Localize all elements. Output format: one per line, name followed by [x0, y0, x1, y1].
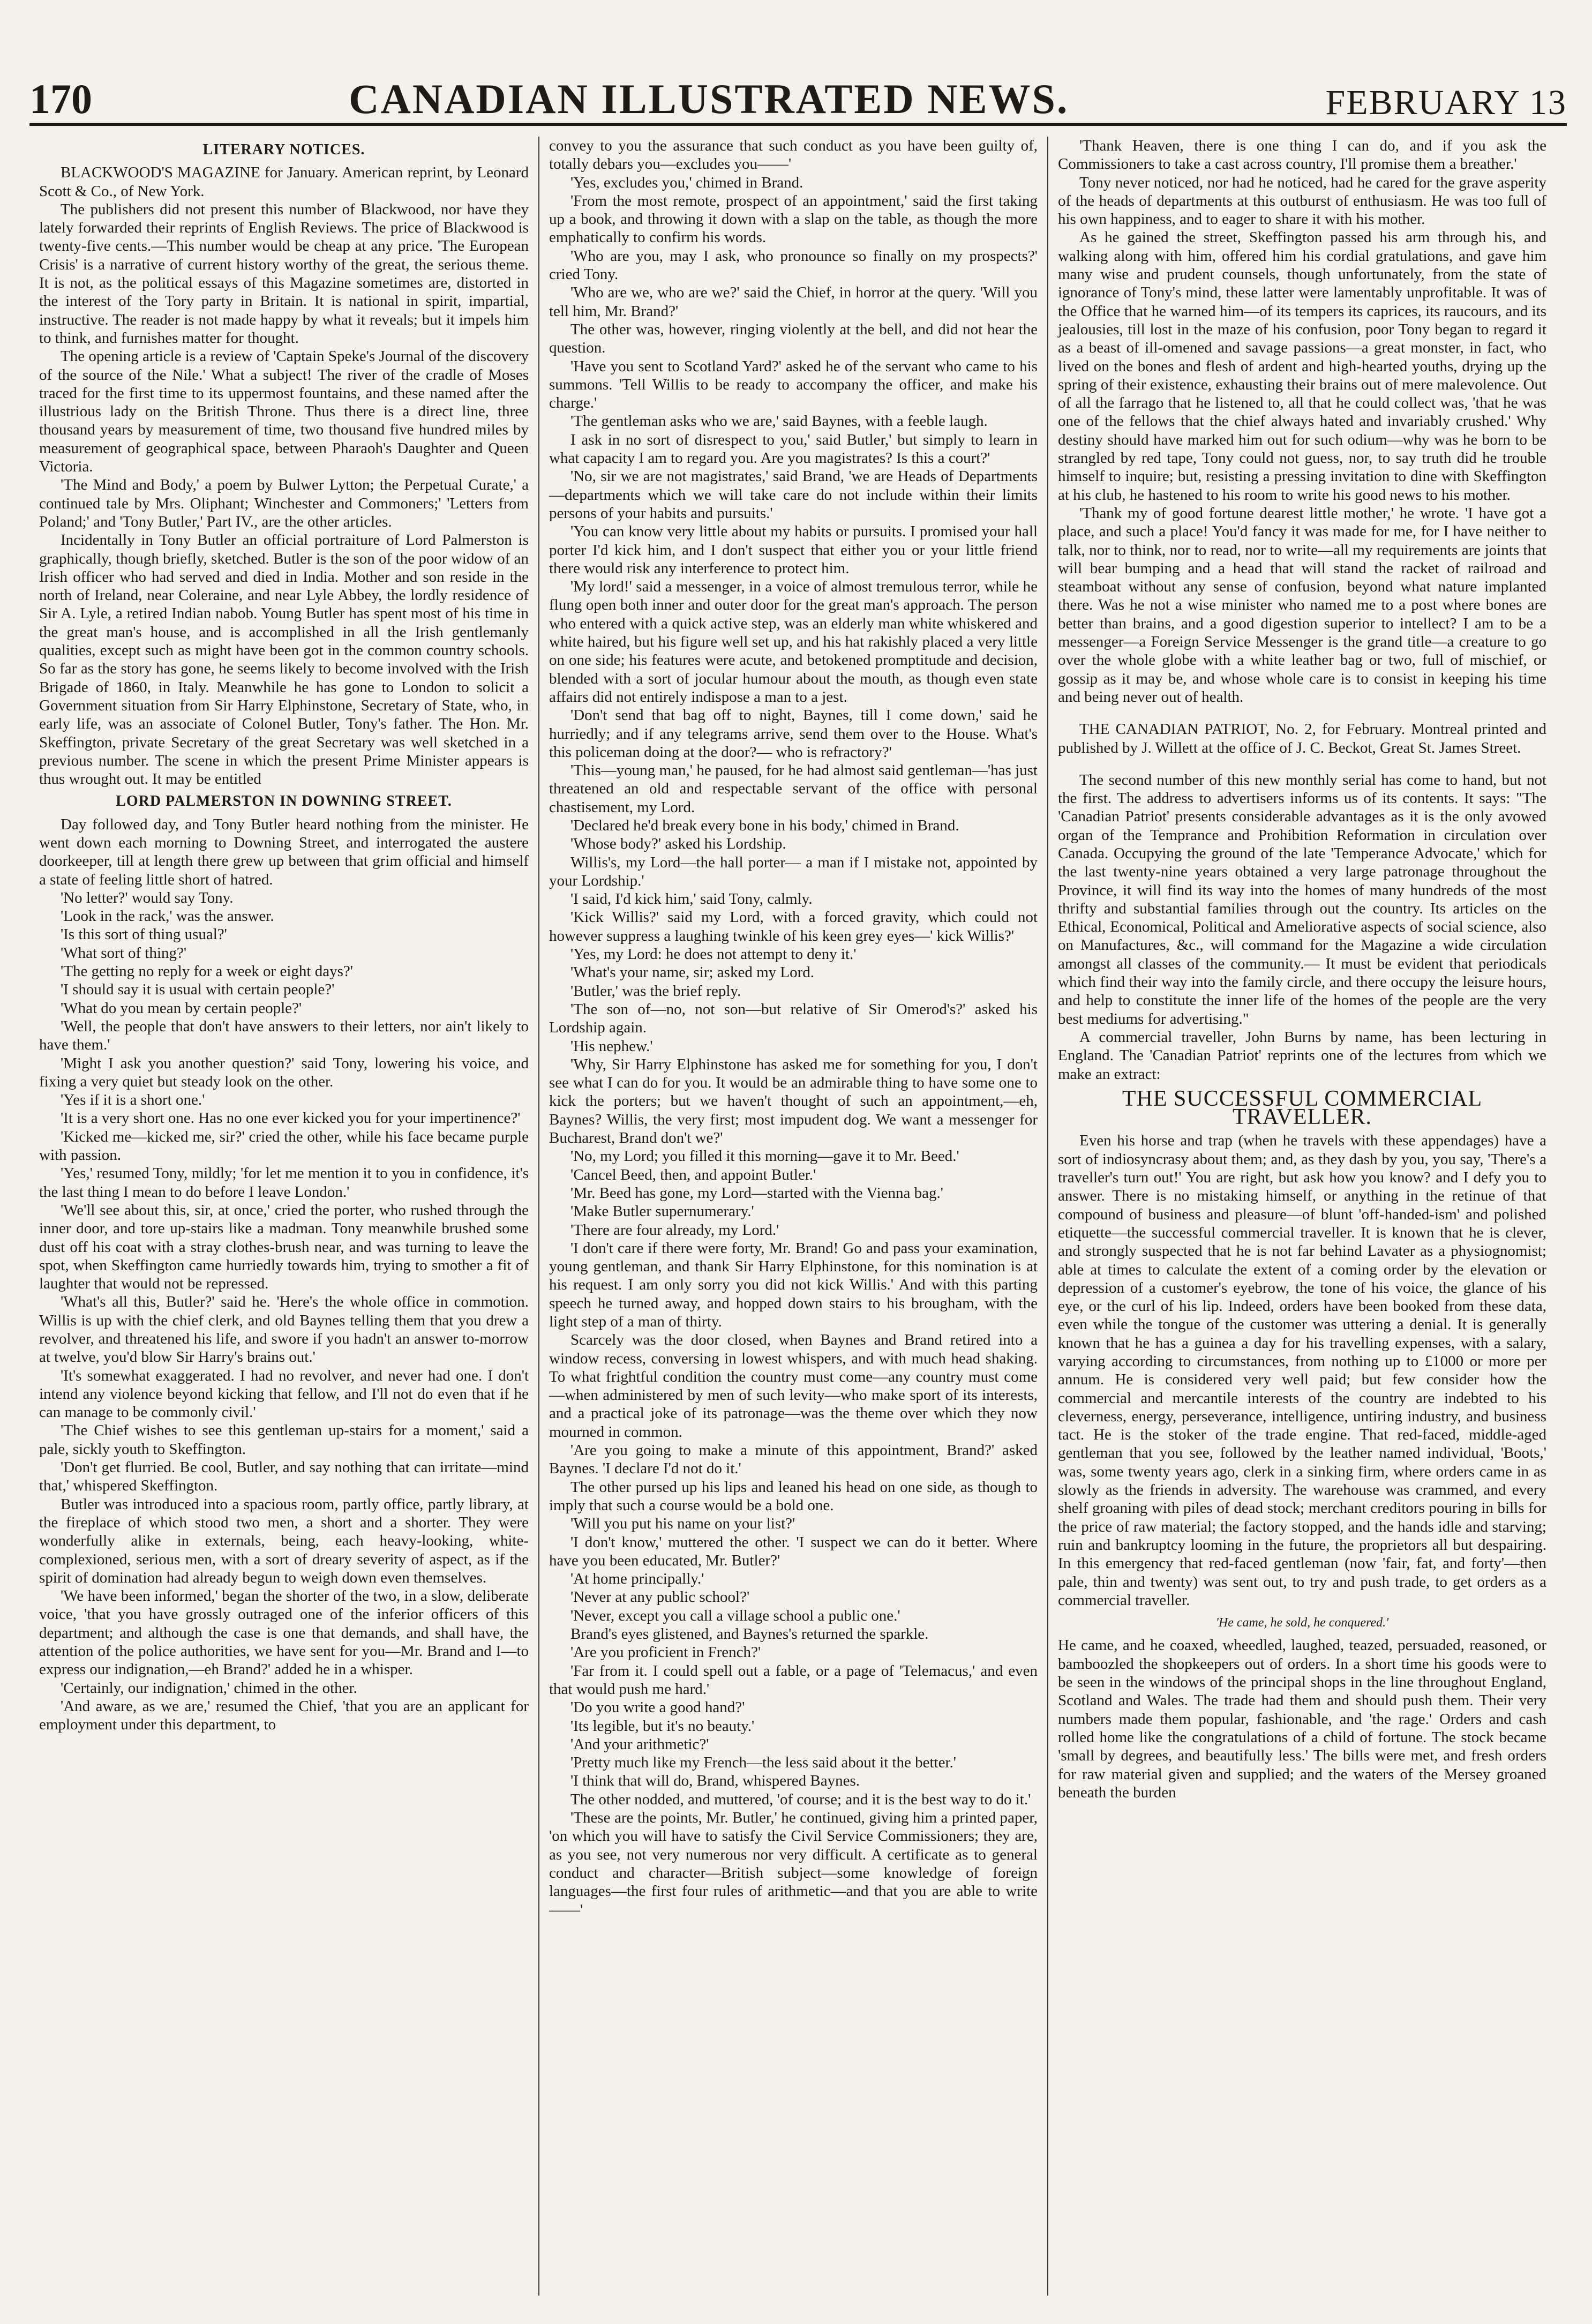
paragraph: BLACKWOOD'S MAGAZINE for January. American reprint, by Leonard Scott & Co., of New York.	[39, 164, 529, 200]
paragraph: The other pursed up his lips and leaned his head on one side, as though to imply that such a course would be a bold one.	[549, 1478, 1038, 1514]
paragraph: Incidentally in Tony Butler an official portraiture of Lord Palmerston is graphically, though briefly, sketched. Butler is the son of the poor widow of an Irish officer who had served and died in India. Mother and son reside in the north of Ireland, near Coleraine, and near Lyle Abbey, the lordly residence of Sir A. Lyle, a retired Indian nabob. Young Butler has spent most of his time in the great man's house, and is accomplished in all the Irish gentlemanly qualities, except such as might have been got in the common country schools. So far as the story has gone, he seems likely to become involved with the Irish Brigade of 1860, in Italy. Meanwhile he has gone to London to solicit a Government situation from Sir Harry Elphinstone, Secretary of State, who, in early life, was an associate of Colonel Butler, Tony's father. The Hon. Mr. Skeffington, private Secretary of the great Secretary was well sketched in a previous number. The scene in which the present Prime Minister appears is thus wrought out. It may be entitled	[39, 531, 529, 788]
paragraph: The other nodded, and muttered, 'of course; and it is the best way to do it.'	[570, 1790, 1031, 1808]
paragraph: 'Thank Heaven, there is one thing I can do, and if you ask the Commissioners to take a cast across country, I'll promise them a breather.'	[1058, 137, 1546, 173]
paragraph: 'You can know very little about my habits or pursuits. I promised your hall porter I'd kick him, and I don't suspect that either you or your little friend there would risk any interference to protect him.	[549, 523, 1038, 577]
paragraph: 'Cancel Beed, then, and appoint Butler.'	[570, 1166, 816, 1183]
paragraph: 'Whose body?' asked his Lordship.	[570, 835, 786, 853]
paragraph: 'The Chief wishes to see this gentleman up-stairs for a moment,' said a pale, sickly youth to Skeffington.	[39, 1422, 529, 1458]
paragraph: 'No, my Lord; you filled it this morning—gave it to Mr. Beed.'	[570, 1148, 959, 1165]
paragraph: The publishers did not present this number of Blackwood, nor have they lately forwarded their reprints of English Reviews. The price of Blackwood is twenty-five cents.—This number would be cheap at any price. 'The European Crisis' is a narrative of current history worthy of the great, the serious theme. It is not, as the political essays of this Magazine sometimes are, distorted in the interest of the Tory party in Britain. It is national in spirit, impartial, instructive. The reader is not made happy by what it reveals; but it impels him to think, and furnishes matter for thought.	[39, 200, 529, 347]
paragraph: Willis's, my Lord—the hall porter— a man if I mistake not, appointed by your Lordship.'	[549, 853, 1038, 889]
paragraph: 'Kicked me—kicked me, sir?' cried the other, while his face became purple with passion.	[39, 1128, 529, 1164]
paragraph: 'From the most remote, prospect of an appointment,' said the first taking up a book, and throwing it down with a slap on the table, as though the more emphatically to confirm his words.	[549, 192, 1038, 246]
paragraph: 'And your arithmetic?'	[570, 1735, 709, 1753]
paragraph: 'Are you going to make a minute of this appointment, Brand?' asked Baynes. 'I declare I'd not do it.'	[549, 1442, 1038, 1478]
section-heading: LITERARY NOTICES.	[202, 141, 365, 158]
paragraph: 'Its legible, but it's no beauty.'	[570, 1717, 755, 1735]
paragraph: 'Kick Willis?' said my Lord, with a forced gravity, which could not however suppress a laughing twinkle of his keen grey eyes—' kick Willis?'	[549, 909, 1038, 944]
paragraph: 'No letter?' would say Tony.	[61, 889, 234, 906]
newspaper-title: CANADIAN ILLUSTRATED NEWS.	[349, 76, 1069, 122]
paragraph: The second number of this new monthly serial has come to hand, but not the first. The address to advertisers informs us of its contents. It says: "The 'Canadian Patriot' presents considerable advantages as it is the only avowed organ of the Temprance and Prohibition Reformation in circulation over Canada. Occupying the ground of the late 'Temperance Advocate,' which for the last twenty-nine years obtained a very large patronage throughout the Province, it will find its way into the homes of many hundreds of the most thrifty and substantial families through out the country. Its articles on the Ethical, Economical, Political and Ameliorative aspects of social science, also on Manufactures, &c., will command for the Magazine a wide circulation amongst all classes of the community.— It must be evident that periodicals which find their way into the family circle, and there occupy the leisure hours, and help to constitute the inner life of the homes of the people are the very best mediums for advertising."	[1058, 771, 1546, 1028]
paragraph: 'His nephew.'	[570, 1037, 653, 1055]
paragraph: 'Will you put his name on your list?'	[570, 1515, 795, 1533]
paragraph: The other was, however, ringing violently at the bell, and did not hear the question.	[549, 320, 1038, 357]
paragraph: 'The son of—no, not son—but relative of Sir Omerod's?' asked his Lordship again.	[549, 1000, 1038, 1037]
paragraph: 'Well, the people that don't have answers to their letters, nor ain't likely to have them.'	[39, 1017, 529, 1054]
paragraph: 'Far from it. I could spell out a fable, or a page of 'Telemacus,' and even that would push me hard.'	[549, 1662, 1038, 1698]
paragraph: 'The getting no reply for a week or eight days?'	[61, 963, 353, 980]
paragraph: 'Have you sent to Scotland Yard?' asked he of the servant who came to his summons. 'Tell Willis to be ready to accompany the officer, and make his charge.'	[549, 357, 1038, 412]
paragraph: Day followed day, and Tony Butler heard nothing from the minister. He went down each morning to Downing Street, and interrogated the austere doorkeeper, till at length there grew up between that grim official and himself a state of feeling little short of hatred.	[39, 815, 529, 888]
paragraph: 'It's somewhat exaggerated. I had no revolver, and never had one. I don't intend any violence beyond kicking that fellow, and I'll not do even that if he can manage to be commonly civil.'	[39, 1367, 529, 1421]
paragraph: 'What's all this, Butler?' said he. 'Here's the whole office in commotion. Willis is up with the chief clerk, and old Baynes telling them that you drew a revolver, and threatened his life, and swore if you hadn't an answer to-morrow at twelve, you'd blow Sir Harry's brains out.'	[39, 1293, 529, 1366]
paragraph: 'My lord!' said a messenger, in a voice of almost tremulous terror, while he flung open both inner and outer door for the great man's approach. The person who entered with a quick active step, was an elderly man white whiskered and white haired, but his figure well set up, and his hat rakishly placed a very little on one side; his features were acute, and betokened promptitude and decision, blended with a sort of jocular humour about the mouth, as though even state affairs did not entirely indispose a man to a jest.	[549, 578, 1038, 706]
paragraph: 'Do you write a good hand?'	[570, 1699, 745, 1716]
article-heading: THE SUCCESSFUL COMMERCIAL TRAVELLER.	[1122, 1086, 1483, 1130]
paragraph: 'We'll see about this, sir, at once,' cried the porter, who rushed through the inner door, and tore up-stairs like a madman. Tony meanwhile brushed some dust off his coat with a stray clothes-brush near, and was turning to leave the spot, when Skeffington came hurriedly towards him, trying to smother a fit of laughter that would not be repressed.	[39, 1201, 529, 1293]
quote: 'He came, he sold, he conquered.'	[1215, 1616, 1389, 1630]
paragraph: 'Make Butler supernumerary.'	[570, 1203, 754, 1220]
issue-date: FEBRUARY 13	[1325, 83, 1567, 122]
paragraph: 'Never at any public school?'	[570, 1588, 750, 1606]
paragraph: 'There are four already, my Lord.'	[570, 1221, 779, 1239]
paragraph: 'The Mind and Body,' a poem by Bulwer Lytton; the Perpetual Curate,' a continued tale by Mrs. Oliphant; Winchester and Commoners;' 'Letters from Poland;' and 'Tony Butler,' Part IV., are the other articles.	[39, 476, 529, 530]
paragraph: 'Who are you, may I ask, who pronounce so finally on my prospects?' cried Tony.	[549, 247, 1038, 283]
paragraph: 'What's your name, sir; asked my Lord.	[570, 964, 815, 981]
paragraph: He came, and he coaxed, wheedled, laughed, teazed, persuaded, reasoned, or bamboozled the shopkeepers out of orders. In a short time his goods were to be seen in the windows of the principal shops in the line throughout England, Scotland and Wales. The trade had them and should push them. Their very numbers made them popular, fashionable, and 'the rage.' Orders and cash rolled home like the congratulations of a child of fortune. The stock became 'small by degrees, and beautifully less.' The bills were met, and fresh orders for raw material given and supplied; and the waters of the Mersey groaned beneath the burden	[1058, 1637, 1546, 1801]
paragraph: Brand's eyes glistened, and Baynes's returned the sparkle.	[570, 1625, 929, 1643]
paragraph: 'Butler,' was the brief reply.	[570, 982, 741, 1000]
paragraph: 'This—young man,' he paused, for he had almost said gentleman—'has just threatened an old and respectable servant of the office with personal chastisement, my Lord.	[549, 762, 1038, 816]
paragraph: Tony never noticed, nor had he noticed, had he cared for the grave asperity of the heads of departments at this outburst of enthusiasm. He was too full of his own happiness, and to eager to share it with his mother.	[1058, 174, 1546, 228]
paragraph: 'Might I ask you another question?' said Tony, lowering his voice, and fixing a very quiet but steady look on the other.	[39, 1054, 529, 1090]
paragraph: A commercial traveller, John Burns by name, has been lecturing in England. The 'Canadian Patriot' reprints one of the lectures from which we make an extract:	[1058, 1028, 1546, 1083]
paragraph: 'At home principally.'	[570, 1570, 704, 1588]
column-2	[538, 137, 1047, 2296]
paragraph: 'Yes, my Lord: he does not attempt to deny it.'	[570, 946, 857, 963]
paragraph: THE CANADIAN PATRIOT, No. 2, for February. Montreal printed and published by J. Willett at the office of J. C. Beckot, Great St. James Street.	[1058, 721, 1546, 756]
paragraph: 'I don't know,' muttered the other. 'I suspect we can do it better. Where have you been educated, Mr. Butler?'	[549, 1533, 1038, 1569]
paragraph: 'Who are we, who are we?' said the Chief, in horror at the query. 'Will you tell him, Mr. Brand?'	[549, 284, 1038, 320]
paragraph: 'Don't send that bag off to night, Baynes, till I come down,' said he hurriedly; and if any telegrams arrive, send them over to the House. What's this policeman doing at the door?— who is refractory?'	[549, 707, 1038, 761]
paragraph: 'It is a very short one. Has no one ever kicked you for your impertinence?'	[61, 1109, 521, 1127]
masthead	[29, 70, 1567, 126]
paragraph: 'Certainly, our indignation,' chimed in the other.	[61, 1679, 357, 1697]
paragraph: 'Never, except you call a village school a public one.'	[570, 1607, 900, 1624]
paragraph: 'No, sir we are not magistrates,' said Brand, 'we are Heads of Departments—departments which we will take care do not include within their limits persons of your habits and pursuits.'	[549, 468, 1038, 522]
paragraph: 'Thank my of good fortune dearest little mother,' he wrote. 'I have got a place, and such a place! You'd fancy it was made for me, for I have neither to talk, nor to think, nor to read, nor to write—all my requirements are joints that will bear bumping and a head that will stand the racket of railroad and steamboat without any sense of confusion, beyond what nature implanted there. Was he not a wise minister who named me to a post where bones are better than brains, and a good digestion superior to intellect? I am to be a messenger—a Foreign Service Messenger is the grand title—a creature to go over the whole globe with a white leather bag or two, full of mischief, or gossip as it may be, and whose whole care is to consist in keeping his time and being never out of health.	[1058, 504, 1546, 706]
column-3	[1047, 137, 1556, 2296]
paragraph: 'Are you proficient in French?'	[570, 1644, 761, 1661]
spacer	[1058, 757, 1546, 771]
paragraph: 'What sort of thing?'	[61, 944, 187, 962]
paragraph: 'I don't care if there were forty, Mr. Brand! Go and pass your examination, young gentleman, and thank Sir Harry Elphinstone, for this nomination is at his request. I am only sorry you did not kick Willis.' And with this parting speech he turned away, and hopped down stairs to his brougham, with the light step of a man of thirty.	[549, 1239, 1038, 1330]
page-number: 170	[29, 76, 92, 122]
paragraph: 'Yes if it is a short one.'	[61, 1091, 205, 1109]
paragraph: 'I think that will do, Brand, whispered Baynes.	[570, 1772, 860, 1790]
paragraph: convey to you the assurance that such conduct as you have been guilty of, totally debars you—excludes you——'	[549, 137, 1038, 173]
paragraph: 'Why, Sir Harry Elphinstone has asked me for something for you, I don't see what I can do for you. It would be an admirable thing to have some one to kick the porters; but we haven't thought of such an appointment,—eh, Baynes? Willis, the very first; most impudent dog. We want a messenger for Bucharest, Brand don't we?'	[549, 1055, 1038, 1147]
paragraph: 'I said, I'd kick him,' said Tony, calmly.	[570, 890, 813, 908]
column-1	[29, 137, 538, 2296]
paragraph: The opening article is a review of 'Captain Speke's Journal of the discovery of the source of the Nile.' What a subject! The river of the cradle of Moses traced for the first time to its uppermost fountains, and these named after the illustrious lady on the British Throne. Thus there is a direct line, three thousand years by measurement of time, two thousand five hundred miles by measurement of geographical space, between Pharaoh's Daughter and Queen Victoria.	[39, 348, 529, 476]
paragraph: As he gained the street, Skeffington passed his arm through his, and walking along with him, offered him his cordial gratulations, and gave him many wise and prudent counsels, though unfortunately, from the state of ignorance of Tony's mind, these latter were lamentably unprofitable. It was of the Office that he warned him—of its tempers its caprices, its raucours, and its jealousies, till lost in the maze of his confusion, poor Tony began to regard it as a beast of ill-omened and savage passions—a great monster, in fact, who lived on the bones and flesh of ardent and high-hearted youths, drying up the spring of their existence, exhausting their brains out of mere malevolence. Out of all the farrago that he listened to, all that he could collect was, 'that he was one of the fellows that the chief always hated and invariably crushed.' Why destiny should have marked him out for such odium—why was he born to be strangled by red tape, Tony could not guess, nor, to say truth did he trouble himself to inquire; but, resisting a pressing invitation to dine with Skeffington at his club, he hastened to his room to write his good news to his mother.	[1058, 229, 1546, 504]
paragraph: Even his horse and trap (when he travels with these appendages) have a sort of indiosyncrasy about them; and, as they dash by you, you say, 'There's a traveller's turn out!' You are right, but ask how you know? and I defy you to answer. There is no mistaking himself, or anything in the retinue of that compound of business and pleasure—of blunt 'off-handed-ism' and polished etiquette—the successful commercial traveller. It is known that he is clever, and strongly suspected that he is not far behind Lavater as a physiognomist; able at times to calculate the extent of a coming order by the elevation or depression of a customer's eyebrow, the tone of his voice, the glance of his eye, or the curl of his lip. Indeed, orders have been booked from these data, even while the tongue of the customer was uttering a denial. It is generally known that he has a guinea a day for his travelling expenses, with a salary, varying according to circumstances, from nothing up to £1000 or more per annum. He is considered very well paid; but few consider how the commercial and mercantile interests of the country are indebted to his cleverness, energy, perseverance, intelligence, untiring industry, and business tact. He is the stoker of the trade engine. That red-faced, middle-aged gentleman that you see, followed by the leather named individual, 'Boots,' was, some twenty years ago, clerk in a sinking firm, where orders came in as slowly as the friends in adversity. The warehouse was crammed, and every shelf groaning with piles of dead stock; merchant creditors pouring in bills for the price of raw material; the factory stopped, and the hands idle and starving; ruin and bankruptcy looming in the future, the proprietors all but despairing. In this emergency that red-faced gentleman (now 'fair, fat, and forty'—then pale, thin and twenty) was sent out, to try and push trade, to get orders as a commercial traveller.	[1058, 1132, 1546, 1609]
spacer	[1058, 706, 1546, 720]
paragraph: 'Mr. Beed has gone, my Lord—started with the Vienna bag.'	[570, 1184, 943, 1202]
paragraph: 'What do you mean by certain people?'	[61, 999, 302, 1017]
subheading: LORD PALMERSTON IN DOWNING STREET.	[116, 793, 452, 810]
paragraph: Butler was introduced into a spacious room, partly office, partly library, at the fireplace of which stood two men, a short and a shorter. They were wonderfully alike in externals, being, each heavy-looking, white-complexioned, serious men, with a sort of dreary severity of aspect, as if the spirit of domination had already begun to weigh down even themselves.	[39, 1495, 529, 1586]
paragraph: 'Yes, excludes you,' chimed in Brand.	[570, 174, 803, 191]
paragraph: 'Declared he'd break every bone in his body,' chimed in Brand.	[570, 816, 959, 834]
paragraph: 'I should say it is usual with certain people?'	[61, 981, 335, 999]
paragraph: 'Pretty much like my French—the less said about it the better.'	[570, 1754, 957, 1772]
paragraph: 'Look in the rack,' was the answer.	[61, 908, 274, 925]
paragraph: 'We have been informed,' began the shorter of the two, in a slow, deliberate voice, 'that you have grossly outraged one of the inferior officers of this department; and although the case is one that demands, and shall have, the attention of the police authorities, we have sent for you—Mr. Brand and I—to express our indignation,—eh Brand?' added he in a whisper.	[39, 1587, 529, 1678]
paragraph: Scarcely was the door closed, when Baynes and Brand retired into a window recess, conversing in lowest whispers, and with much head shaking. To what frightful condition the country must come—any country must come—when administered by men of such levity—who make sport of its interests, and a practical joke of its patronage—was the theme over which they now mourned in common.	[549, 1331, 1038, 1441]
paragraph: 'Yes,' resumed Tony, mildly; 'for let me mention it to you in confidence, it's the last thing I mean to do before I leave London.'	[39, 1165, 529, 1201]
paragraph: 'These are the points, Mr. Butler,' he continued, giving him a printed paper, 'on which you will have to satisfy the Civil Service Commissioners; they are, as you see, not very numerous nor very difficult. A certificate as to general conduct and character—British subject—some knowledge of foreign languages—the first four rules of arithmetic—and that you are able to write——'	[549, 1809, 1038, 1918]
paragraph: 'And aware, as we are,' resumed the Chief, 'that you are an applicant for employment under this department, to	[39, 1697, 529, 1734]
paragraph: 'Don't get flurried. Be cool, Butler, and say nothing that can irritate—mind that,' whispered Skeffington.	[39, 1459, 529, 1495]
paragraph: 'The gentleman asks who we are,' said Baynes, with a feeble laugh.	[570, 413, 988, 430]
paragraph: 'Is this sort of thing usual?'	[61, 926, 227, 943]
paragraph: I ask in no sort of disrespect to you,' said Butler,' but simply to learn in what capacity I am to regard you. Are you magistrates? Is this a court?'	[549, 431, 1038, 467]
columns	[29, 137, 1567, 2296]
